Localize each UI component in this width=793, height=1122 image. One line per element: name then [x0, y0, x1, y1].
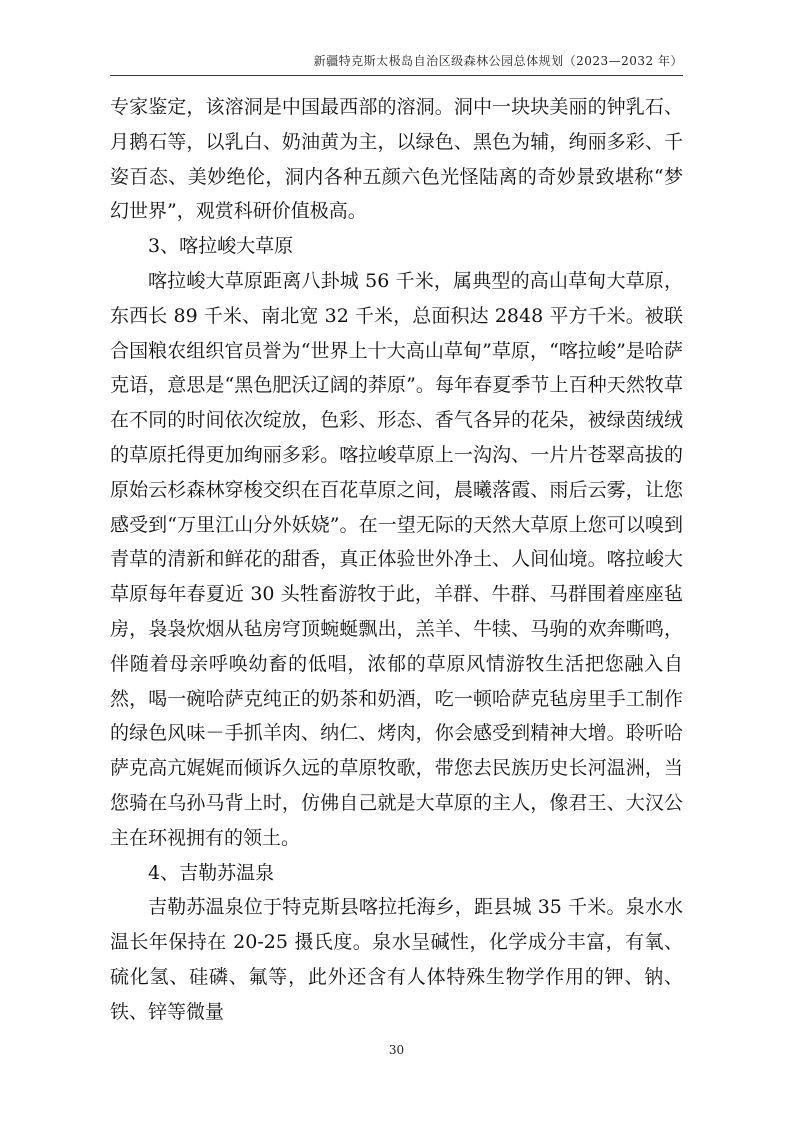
header-divider	[110, 75, 683, 76]
page-header: 新疆特克斯太极岛自治区级森林公园总体规划（2023—2032 年）	[313, 54, 683, 68]
page-number: 30	[388, 1043, 405, 1057]
paragraph-hotspring: 吉勒苏温泉位于特克斯县喀拉托海乡，距县城 35 千米。泉水水温长年保持在 20-25 摄氏度。泉水呈碱性，化学成分丰富，有氧、硫化氢、硅磷、氟等，此外还含有人体特殊生物学作用的钾、钠、铁、锌等微量	[110, 896, 683, 1023]
section-heading-hotspring: 4、吉勒苏温泉	[148, 861, 275, 884]
paragraph-cave-continued: 专家鉴定，该溶洞是中国最西部的溶洞。洞中一块块美丽的钟乳石、月鹅石等，以乳白、奶油黄为主，以绿色、黑色为辅，绚丽多彩、千姿百态、美妙绝伦，洞内各种五颜六色光怪陆离的奇妙景致堪称“梦幻世界”，观赏科研价值极高。	[110, 96, 683, 223]
section-heading-grassland: 3、喀拉峻大草原	[148, 235, 294, 258]
document-body	[110, 90, 683, 1030]
paragraph-grassland: 喀拉峻大草原距离八卦城 56 千米，属典型的高山草甸大草原，东西长 89 千米、南北宽 32 千米，总面积达 2848 平方千米。被联合国粮农组织官员誉为“世界上十大高山草甸”草原，“喀拉峻”是哈萨克语，意思是“黑色肥沃辽阔的莽原”。每年春夏季节上百种天然牧草在不同的时间依次绽放，色彩、形态、香气各异的花朵，被绿茵绒绒的草原托得更加绚丽多彩。喀拉峻草原上一沟沟、一片片苍翠高拔的原始云杉森林穿梭交织在百花草原之间，晨曦落霞、雨后云雾，让您感受到“万里江山分外妖娆”。在一望无际的天然大草原上您可以嗅到青草的清新和鲜花的甜香，真正体验世外净土、人间仙境。喀拉峻大草原每年春夏近 30 头牲畜游牧于此，羊群、牛群、马群围着座座毡房，袅袅炊烟从毡房穹顶蜿蜒飘出，羔羊、牛犊、马驹的欢奔嘶鸣，伴随着母亲呼唤幼畜的低唱，浓郁的草原风情游牧生活把您融入自然，喝一碗哈萨克纯正的奶茶和奶酒，吃一顿哈萨克毡房里手工制作的绿色风味－手抓羊肉、纳仁、烤肉，你会感受到精神大增。聆听哈萨克高亢娓娓而倾诉久远的草原牧歌，带您去民族历史长河温洲，当您骑在乌孙马背上时，仿佛自己就是大草原的主人，像君王、大汉公主在环视拥有的领土。	[110, 269, 683, 849]
